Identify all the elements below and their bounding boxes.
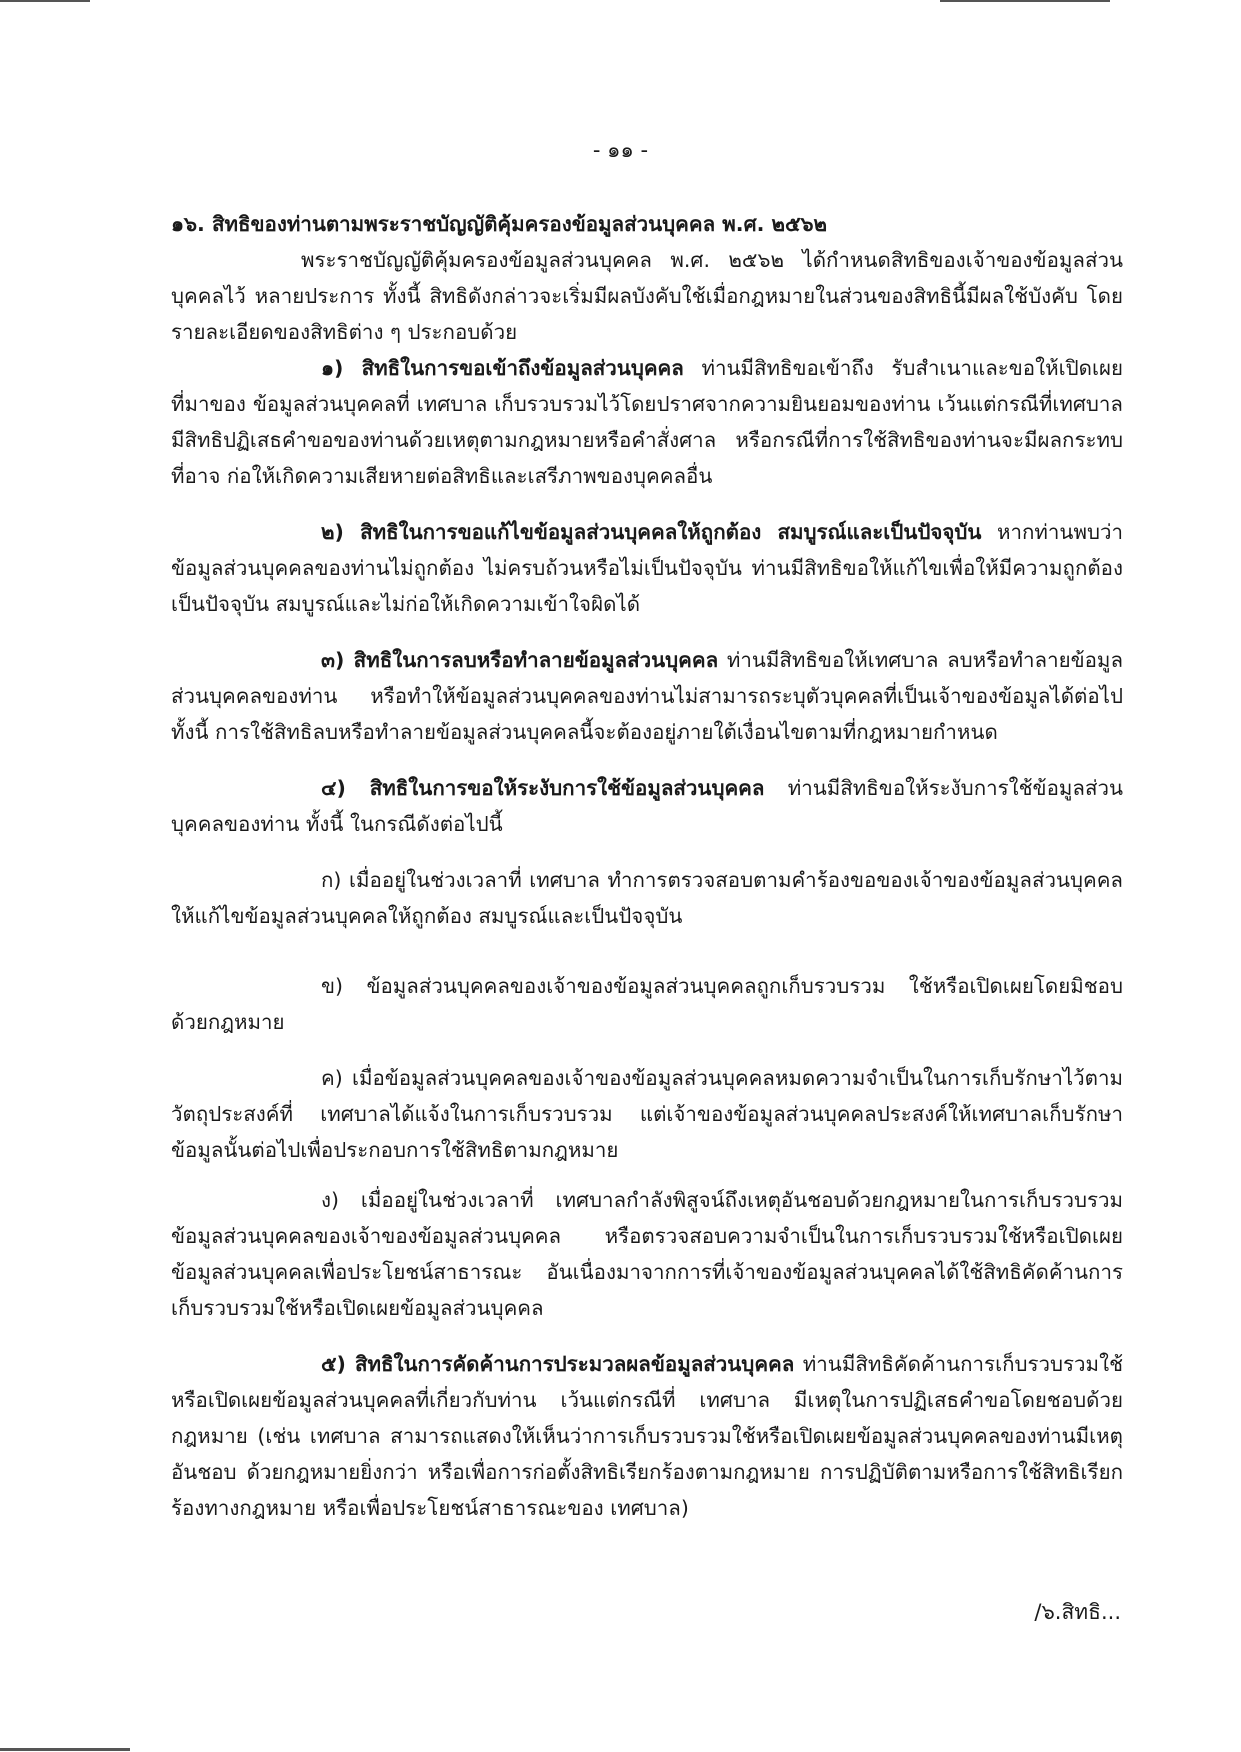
right-3-title: ๓) สิทธิในการลบหรือทำลายข้อมูลส่วนบุคคล	[321, 648, 719, 672]
sub-item-c: ค) เมื่อข้อมูลส่วนบุคคลของเจ้าของข้อมูลส่วนบุคคลหมดความจำเป็นในการเก็บรักษาไว้ตามวัตถุประสงค์ที่ เทศบาลได้แจ้งในการเก็บรวบรวม แต่เจ้าของข้อมูลส่วนบุคคลประสงค์ให้เทศบาลเก็บรักษาข้อมูลนั้นต่อไปเพื่อประกอบการใช้สิทธิตามกฎหมาย	[171, 1066, 1123, 1162]
scan-edge-mark	[940, 0, 1110, 2]
sub-item-d: ง) เมื่ออยู่ในช่วงเวลาที่ เทศบาลกำลังพิสูจน์ถึงเหตุอันชอบด้วยกฎหมายในการเก็บรวบรวมข้อมูลส่วนบุคคลของเจ้าของข้อมูลส่วนบุคคล หรือตรวจสอบความจำเป็นในการเก็บรวบรวมใช้หรือเปิดเผยข้อมูลส่วนบุคคลเพื่อประโยชน์สาธารณะ อันเนื่องมาจากการที่เจ้าของข้อมูลส่วนบุคคลได้ใช้สิทธิคัดค้านการเก็บรวบรวมใช้หรือเปิดเผยข้อมูลส่วนบุคคล	[171, 1188, 1123, 1320]
right-5-text: ท่านมีสิทธิคัดค้านการเก็บรวบรวมใช้หรือเปิดเผยข้อมูลส่วนบุคคลที่เกี่ยวกับท่าน เว้นแต่กรณีที่ เทศบาล มีเหตุในการปฏิเสธคำขอโดยชอบด้วยกฎหมาย (เช่น เทศบาล สามารถแสดงให้เห็นว่าการเก็บรวบรวมใช้หรือเปิดเผยข้อมูลส่วนบุคคลของท่านมีเหตุอันชอบ ด้วยกฎหมายยิ่งกว่า หรือเพื่อการก่อตั้งสิทธิเรียกร้องตามกฎหมาย การปฏิบัติตามหรือการใช้สิทธิเรียกร้องทางกฎหมาย หรือเพื่อประโยชน์สาธารณะของ เทศบาล)	[171, 1352, 1123, 1520]
scan-edge-mark	[0, 1748, 130, 1751]
right-3-text: ท่านมีสิทธิขอให้เทศบาล ลบหรือทำลายข้อมูล ส่วนบุคคลของท่าน หรือทำให้ข้อมูลส่วนบุคคลของท่านไม่สามารถระบุตัวบุคคลที่เป็นเจ้าของข้อมูลได้ต่อไป ทั้งนี้ การใช้สิทธิลบหรือทำลายข้อมูลส่วนบุคคลนี้จะต้องอยู่ภายใต้เงื่อนไขตามที่กฎหมายกำหนด	[171, 648, 1124, 744]
continuation-marker: /๖.สิทธิ...	[1034, 1600, 1121, 1624]
right-4-title: ๔) สิทธิในการขอให้ระงับการใช้ข้อมูลส่วนบุคคล	[321, 776, 765, 800]
document-body	[171, 206, 1123, 1526]
right-5-title: ๕) สิทธิในการคัดค้านการประมวลผลข้อมูลส่วนบุคคล	[321, 1352, 795, 1376]
right-2-title: ๒) สิทธิในการขอแก้ไขข้อมูลส่วนบุคคลให้ถูกต้อง สมบูรณ์และเป็นปัจจุบัน	[321, 520, 982, 544]
intro-paragraph: พระราชบัญญัติคุ้มครองข้อมูลส่วนบุคคล พ.ศ. ๒๕๖๒ ได้กำหนดสิทธิของเจ้าของข้อมูลส่วนบุคคลไว้ หลายประการ ทั้งนี้ สิทธิดังกล่าวจะเริ่มมีผลบังคับใช้เมื่อกฎหมายในส่วนของสิทธินี้มีผลใช้บังคับ โดยรายละเอียดของสิทธิต่าง ๆ ประกอบด้วย	[171, 248, 1123, 344]
right-4-text: ท่านมีสิทธิขอให้ระงับการใช้ข้อมูลส่วนบุคคลของท่าน ทั้งนี้ ในกรณีดังต่อไปนี้	[171, 776, 1123, 836]
page-number: - ๑๑ -	[592, 138, 649, 162]
sub-item-a: ก) เมื่ออยู่ในช่วงเวลาที่ เทศบาล ทำการตรวจสอบตามคำร้องขอของเจ้าของข้อมูลส่วนบุคคลให้แก้ไขข้อมูลส่วนบุคคลให้ถูกต้อง สมบูรณ์และเป็นปัจจุบัน	[171, 868, 1123, 928]
right-3-paragraph	[171, 642, 1123, 750]
right-1-text: ท่านมีสิทธิขอเข้าถึง รับสำเนาและขอให้เปิดเผยที่มาของ ข้อมูลส่วนบุคคลที่ เทศบาล เก็บรวบรวมไว้โดยปราศจากความยินยอมของท่าน เว้นแต่กรณีที่เทศบาลมีสิทธิปฏิเสธคำขอของท่านด้วยเหตุตามกฎหมายหรือคำสั่งศาล หรือกรณีที่การใช้สิทธิของท่านจะมีผลกระทบที่อาจ ก่อให้เกิดความเสียหายต่อสิทธิและเสรีภาพของบุคคลอื่น	[171, 356, 1123, 488]
sub-item-b: ข) ข้อมูลส่วนบุคคลของเจ้าของข้อมูลส่วนบุคคลถูกเก็บรวบรวม ใช้หรือเปิดเผยโดยมิชอบด้วยกฎหมาย	[171, 974, 1123, 1034]
right-4-paragraph	[171, 770, 1123, 842]
right-1-paragraph	[171, 350, 1123, 494]
right-1-title: ๑) สิทธิในการขอเข้าถึงข้อมูลส่วนบุคคล	[321, 356, 684, 380]
scan-edge-mark	[0, 0, 90, 2]
right-2-text: หากท่านพบว่าข้อมูลส่วนบุคคลของท่านไม่ถูกต้อง ไม่ครบถ้วนหรือไม่เป็นปัจจุบัน ท่านมีสิทธิขอให้แก้ไขเพื่อให้มีความถูกต้องเป็นปัจจุบัน สมบูรณ์และไม่ก่อให้เกิดความเข้าใจผิดได้	[171, 520, 1123, 616]
right-2-paragraph	[171, 514, 1123, 622]
section-heading: ๑๖. สิทธิของท่านตามพระราชบัญญัติคุ้มครองข้อมูลส่วนบุคคล พ.ศ. ๒๕๖๒	[171, 212, 828, 236]
right-5-paragraph	[171, 1346, 1123, 1526]
